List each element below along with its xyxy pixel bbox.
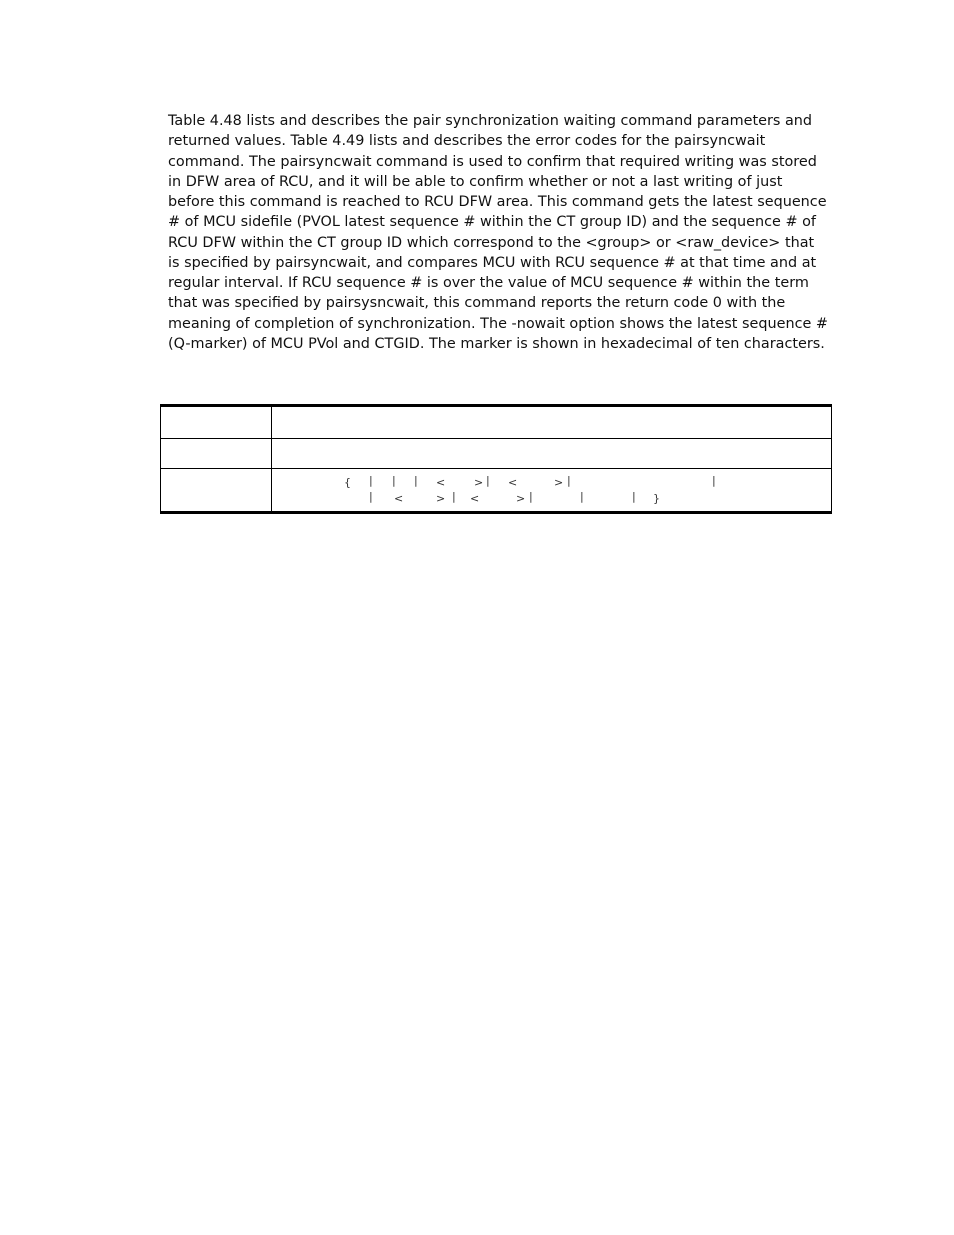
format-glyph: |: [567, 474, 571, 487]
format-glyph: |: [369, 490, 373, 503]
format-glyph: {: [344, 476, 351, 489]
intro-paragraph: Table 4.48 lists and describes the pair synchronization waiting command parameters and returned values. Table 4.49 lists and describes the error codes for the pairsyncwait command. The pairsyncwait command is used to confirm that required writing was stored in DFW area of RCU, and it will be able to confirm whether or not a last writing of just before this command is reached to RCU DFW area. This command gets the latest sequence # of MCU sidefile (PVOL latest sequence # within the CT group ID) and the sequence # of RCU DFW within the CT group ID which correspond to the <group> or <raw_device> that is specified by pairsyncwait, and compares MCU with RCU sequence # at that time and at regular interval. If RCU sequence # is over the value of MCU sequence # within the term that was specified by pairsysncwait, this command reports the return code 0 with the meaning of completion of synchronization. The -nowait option shows the latest sequence # (Q-marker) of MCU PVol and CTGID. The marker is shown in hexadecimal of ten characters.: [168, 113, 828, 352]
format-value-cell: [272, 469, 832, 513]
format-glyph: |: [712, 474, 716, 487]
command-name-label-cell: [161, 439, 272, 469]
table-header-row: [161, 406, 832, 439]
format-glyph: >: [516, 492, 526, 505]
format-glyph: >: [436, 492, 446, 505]
format-glyph: |: [452, 490, 456, 503]
table-row: [161, 469, 832, 513]
format-glyph: <: [436, 476, 446, 489]
command-name-value-cell: [272, 439, 832, 469]
format-label-cell: [161, 469, 272, 513]
format-glyph: |: [580, 490, 584, 503]
format-glyph: >: [474, 476, 484, 489]
format-glyph: |: [529, 490, 533, 503]
table-row: [161, 439, 832, 469]
format-glyph: |: [414, 474, 418, 487]
format-glyph: <: [508, 476, 518, 489]
parameter-table: [160, 404, 832, 514]
format-glyph: <: [470, 492, 480, 505]
format-glyph: <: [394, 492, 404, 505]
format-glyph: |: [392, 474, 396, 487]
format-glyph: |: [486, 474, 490, 487]
table-header-label-cell: [161, 406, 272, 439]
format-glyph: }: [653, 492, 660, 505]
format-glyph: >: [554, 476, 564, 489]
format-glyph: |: [632, 490, 636, 503]
table-header-value-cell: [272, 406, 832, 439]
format-glyph: |: [369, 474, 373, 487]
